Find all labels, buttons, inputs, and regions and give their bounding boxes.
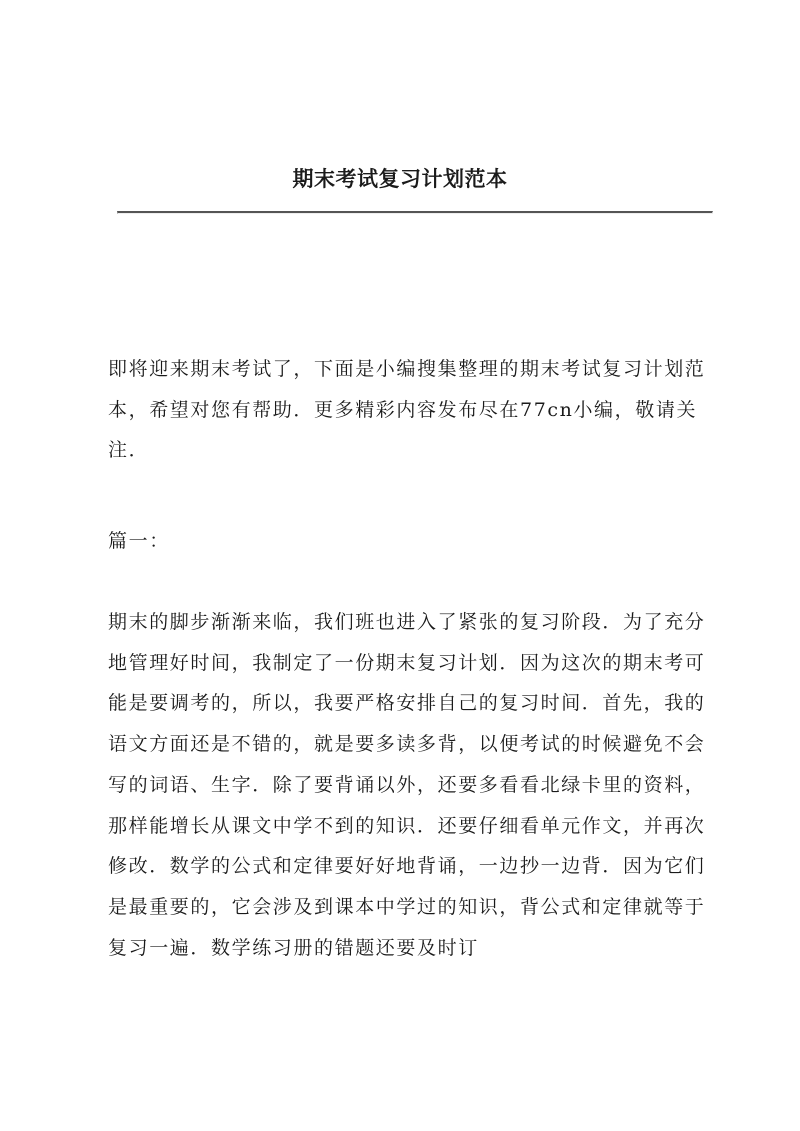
body-paragraph: 期末的脚步渐渐来临，我们班也进入了紧张的复习阶段．为了充分地管理好时间，我制定了一份期末复习计划．因为这次的期末考可能是要调考的，所以，我要严格安排自己的复习时间．首先，我的语文方面还是不错的，就是要多读多背，以便考试的时候避免不会写的词语、生字．除了要背诵以外，还要多看看北绿卡里的资料，那样能增长从课文中学不到的知识．还要仔细看单元作文，并再次修改．数学的公式和定律要好好地背诵，一边抄一边背．因为它们是最重要的，它会涉及到课本中学过的知识，背公式和定律就等于复习一遍．数学练习册的错题还要及时订 [108,611,706,959]
title-divider [117,211,713,214]
document-title: 期末考试复习计划范本 [292,166,508,191]
intro-paragraph: 即将迎来期末考试了，下面是小编搜集整理的期末考试复习计划范本，希望对您有帮助．更多精彩内容发布尽在77cn小编，敬请关注． [108,358,706,462]
section-heading: 篇一： [108,530,170,552]
